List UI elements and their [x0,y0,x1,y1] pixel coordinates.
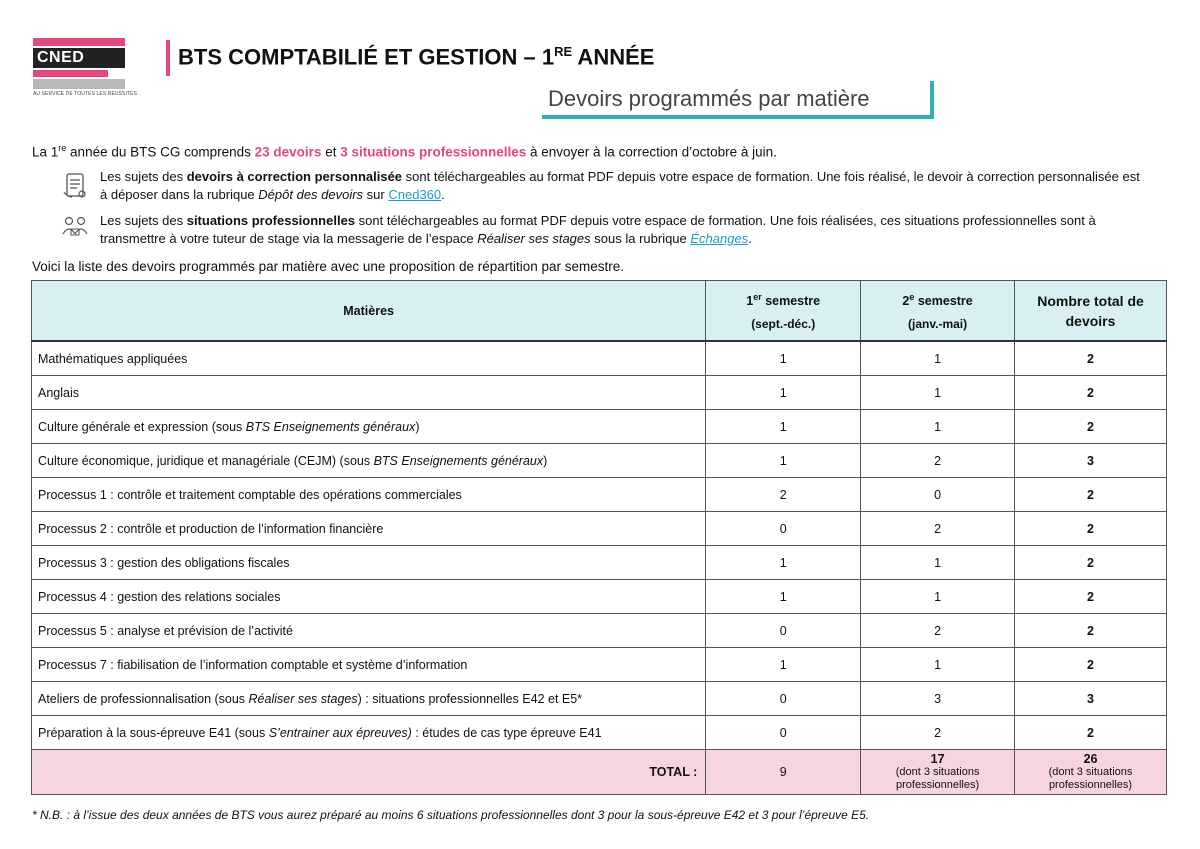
semestre-1-cell: 0 [706,614,861,648]
intro-text-1: La 1 [32,144,59,160]
matiere-text: Processus 7 : fiabilisation de l’information comptable et système d’information [38,657,468,672]
table-row [32,410,1167,444]
semestre-2-cell: 2 [861,444,1015,478]
semestre-1-cell: 1 [706,410,861,444]
total-cell: 2 [1015,376,1167,410]
title-sup: RE [554,44,573,59]
total-s1: 9 [706,750,861,795]
logo-bar-pink [33,70,108,77]
semestre-2-cell: 2 [861,716,1015,750]
document-icon [60,172,90,200]
semestre-1-cell: 0 [706,716,861,750]
note1-italic: Dépôt des devoirs [258,187,364,202]
total-s2-note: (dont 3 situations professionnelles) [895,766,980,791]
semestre-1-cell: 1 [706,444,861,478]
matiere-cell [32,376,706,410]
table-row [32,341,1167,376]
note-devoirs [100,168,1150,204]
table-row [32,580,1167,614]
matiere-text: Culture générale et expression (sous [38,419,246,434]
title-main: BTS COMPTABILIÉ ET GESTION – 1 [178,44,555,70]
matiere-text: Anglais [38,385,79,400]
matiere-text: Processus 5 : analyse et prévision de l’activité [38,623,293,638]
table-row [32,716,1167,750]
s2-label: semestre [914,294,973,309]
note1-bold: devoirs à correction personnalisée [186,169,403,184]
footnote: * N.B. : à l’issue des deux années de BTS vous aurez préparé au moins 6 situations professionnelles dont 3 pour la sous-épreuve E42 et 3 pour l’épreuve E5. [32,808,870,822]
s1-label: semestre [761,294,821,309]
total-cell: 3 [1015,682,1167,716]
cned-logo [33,38,137,98]
total-cell: 2 [1015,716,1167,750]
semestre-2-cell: 2 [861,614,1015,648]
s1-num: 1 [746,294,754,309]
header-total: Nombre total de devoirs [1015,281,1167,342]
table-row [32,478,1167,512]
matiere-cell [32,341,706,376]
table-row [32,682,1167,716]
note2-text-a: Les sujets des [100,213,187,228]
matiere-cell [32,648,706,682]
matiere-cell [32,410,706,444]
total-cell: 2 [1015,478,1167,512]
matiere-text: Mathématiques appliquées [38,351,188,366]
total-cell: 2 [1015,410,1167,444]
intro-paragraph [32,143,777,160]
header-semestre-2 [861,281,1015,342]
table-row [32,444,1167,478]
page-title [178,44,654,70]
table-body [32,341,1167,750]
total-cell: 2 [1015,580,1167,614]
table-row [32,512,1167,546]
matiere-cell [32,444,706,478]
logo-tagline: AU SERVICE DE TOUTES LES RÉUSSITES [33,91,137,97]
semestre-1-cell: 2 [706,478,861,512]
note1-text-f: . [441,187,445,202]
header-semestre-1 [706,281,861,342]
matiere-cell [32,546,706,580]
note2-text-e: sous la rubrique [590,231,691,246]
semestre-2-cell: 1 [861,410,1015,444]
total-overall-note: (dont 3 situations professionnelles) [1048,766,1133,791]
matiere-text: Préparation à la sous-épreuve E41 (sous [38,725,269,740]
matiere-text-end: ) [543,453,548,468]
semestre-1-cell: 0 [706,512,861,546]
semestre-2-cell: 1 [861,546,1015,580]
total-overall: 26 [1083,752,1098,766]
total-cell: 2 [1015,614,1167,648]
semestre-1-cell: 1 [706,376,861,410]
matiere-text-end: ) : situations professionnelles E42 et E5* [357,691,583,706]
matiere-text: Processus 3 : gestion des obligations fiscales [38,555,290,570]
matiere-text-end: ) [415,419,420,434]
intro-sup: re [58,143,67,153]
logo-brand: CNED [37,49,85,66]
total-cell: 3 [1015,444,1167,478]
table-row [32,614,1167,648]
intro-highlight-devoirs: 23 devoirs [254,144,322,160]
note2-bold: situations professionnelles [186,213,356,228]
title-end: ANNÉE [572,44,655,70]
matiere-cell [32,614,706,648]
matiere-text: Ateliers de professionnalisation (sous [38,691,249,706]
matiere-text: Processus 2 : contrôle et production de l’information financière [38,521,384,536]
semestre-2-cell: 2 [861,512,1015,546]
note-situations [100,212,1150,248]
total-overall-cell [1015,750,1167,795]
devoirs-table [31,280,1167,795]
s2-num: 2 [902,294,910,309]
note2-text-c: sont téléchargeables au format PDF depuis votre espace de formation. Une fois réalisées, ces situations professionnelles sont à transmettre à votre tuteur de stage via la messagerie de l’espace [100,213,1096,246]
intro-text-2: année du BTS CG comprends [66,144,255,160]
header-matieres: Matières [32,281,706,342]
matiere-italic: BTS Enseignements généraux [373,453,544,468]
matiere-italic: BTS Enseignements généraux [245,419,416,434]
title-accent-bar [166,40,170,76]
note2-text-f: . [748,231,752,246]
semestre-1-cell: 1 [706,580,861,614]
matiere-text-end: : études de cas type épreuve E41 [411,725,602,740]
s1-sup: er [753,292,762,303]
note1-text-e: sur [363,187,389,202]
matiere-italic: S’entrainer aux épreuves) [268,725,412,740]
s1-dates: (sept.-déc.) [751,316,816,331]
table-row [32,376,1167,410]
note1-text-a: Les sujets des [100,169,187,184]
table-row [32,648,1167,682]
matiere-cell [32,716,706,750]
s2-dates: (janv.-mai) [908,316,968,331]
page-subtitle: Devoirs programmés par matière [548,86,870,111]
semestre-2-cell: 3 [861,682,1015,716]
matiere-cell [32,580,706,614]
matiere-text: Culture économique, juridique et managériale (CEJM) (sous [38,453,374,468]
s2-sup: e [909,292,915,303]
intro-highlight-situations: 3 situations professionnelles [340,144,527,160]
note1-text-c: sont téléchargeables au format PDF depuis votre espace de formation. Une fois réalisé, le devoir à correction personnalisée est à déposer dans la rubrique [100,169,1140,202]
table-row [32,546,1167,580]
total-cell: 2 [1015,512,1167,546]
logo-box [33,48,125,68]
matiere-text: Processus 4 : gestion des relations sociales [38,589,281,604]
semestre-1-cell: 0 [706,682,861,716]
cned360-link[interactable]: Cned360 [388,187,442,202]
semestre-1-cell: 1 [706,546,861,580]
note2-italic: Réaliser ses stages [477,231,591,246]
total-cell: 2 [1015,546,1167,580]
total-label: TOTAL : [32,750,706,795]
total-s2: 17 [930,752,945,766]
table-header-row [32,281,1167,342]
semestre-1-cell: 1 [706,648,861,682]
semestre-2-cell: 1 [861,341,1015,376]
semestre-2-cell: 1 [861,580,1015,614]
matiere-cell [32,478,706,512]
semestre-1-cell: 1 [706,341,861,376]
matiere-italic: Réaliser ses stages [248,691,358,706]
logo-bar-top [33,38,125,46]
semestre-2-cell: 1 [861,648,1015,682]
semestre-2-cell: 1 [861,376,1015,410]
echanges-link[interactable]: Échanges [690,231,749,246]
semestre-2-cell: 0 [861,478,1015,512]
matiere-cell [32,682,706,716]
people-exchange-icon [60,212,90,240]
matiere-cell [32,512,706,546]
total-cell: 2 [1015,648,1167,682]
total-row [32,750,1167,795]
logo-bar-grey [33,79,125,89]
intro-text-4: à envoyer à la correction d’octobre à juin. [526,144,777,160]
table-intro: Voici la liste des devoirs programmés par matière avec une proposition de répartition par semestre. [32,259,625,274]
total-cell: 2 [1015,341,1167,376]
total-s2-cell [861,750,1015,795]
intro-text-3: et [321,144,341,160]
matiere-text: Processus 1 : contrôle et traitement comptable des opérations commerciales [38,487,462,502]
